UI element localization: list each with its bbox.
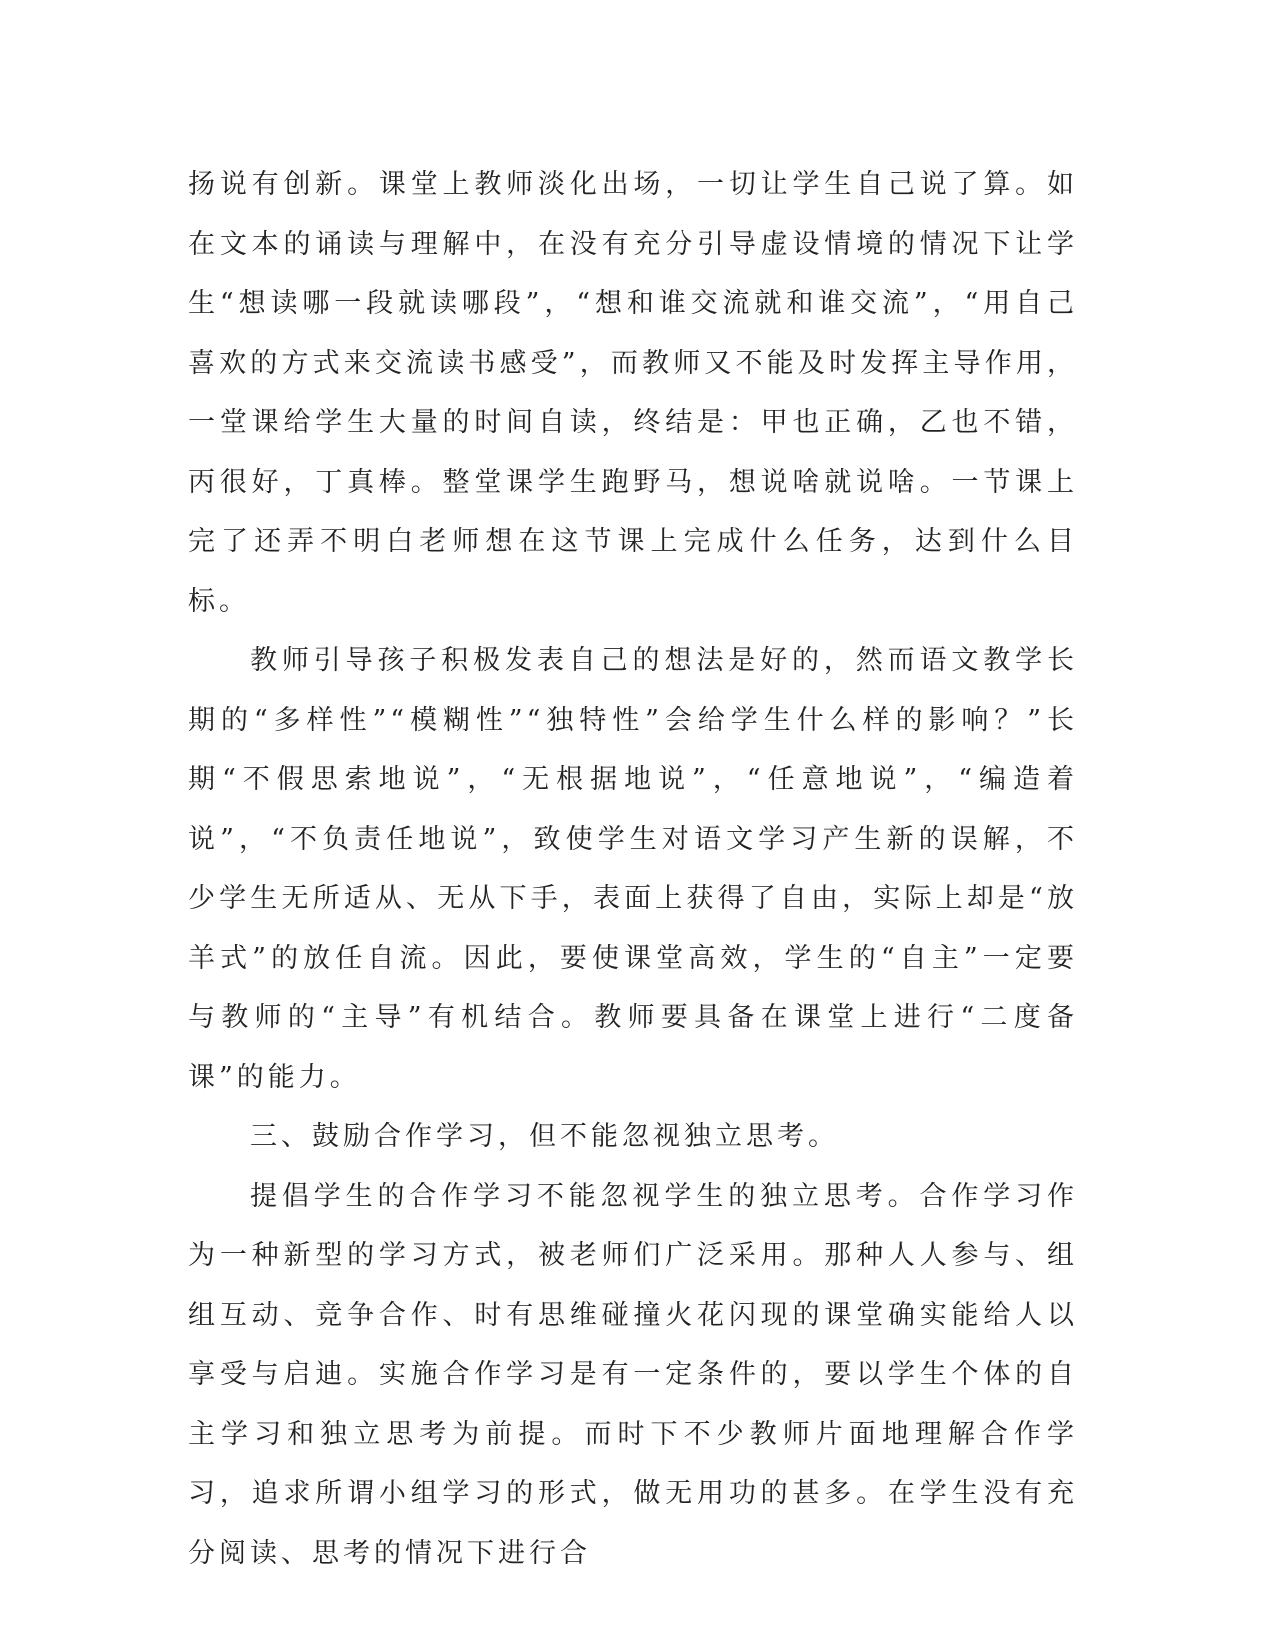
- paragraph-guidance: 教师引导孩子积极发表自己的想法是好的，然而语文教学长期的“多样性”“模糊性”“独特性”会给学生什么样的影响？”长期“不假思索地说”，“无根据地说”，“任意地说”，“编造着说”，“不负责任地说”，致使学生对语文学习产生新的误解，不少学生无所适从、无从下手，表面上获得了自由，实际上却是“放羊式”的放任自流。因此，要使课堂高效，学生的“自主”一定要与教师的“主导”有机结合。教师要具备在课堂上进行“二度备课”的能力。: [188, 645, 1078, 1093]
- paragraph-continued: 扬说有创新。课堂上教师淡化出场，一切让学生自己说了算。如在文本的诵读与理解中，在没有充分引导虚设情境的情况下让学生“想读哪一段就读哪段”，“想和谁交流就和谁交流”，“用自己喜欢的方式来交流读书感受”，而教师又不能及时发挥主导作用，一堂课给学生大量的时间自读，终结是：甲也正确，乙也不错，丙很好，丁真棒。整堂课学生跑野马，想说啥就说啥。一节课上完了还弄不明白老师想在这节课上完成什么任务，达到什么目标。: [188, 169, 1078, 617]
- paragraph-cooperative-learning: 提倡学生的合作学习不能忽视学生的独立思考。合作学习作为一种新型的学习方式，被老师们广泛采用。那种人人参与、组组互动、竞争合作、时有思维碰撞火花闪现的课堂确实能给人以享受与启迪。实施合作学习是有一定条件的，要以学生个体的自主学习和独立思考为前提。而时下不少教师片面地理解合作学习，追求所谓小组学习的形式，做无用功的甚多。在学生没有充分阅读、思考的情况下进行合: [188, 1180, 1078, 1569]
- document-body: [188, 155, 1078, 1583]
- section-heading-cooperative-learning: 三、鼓励合作学习，但不能忽视独立思考。: [250, 1121, 839, 1152]
